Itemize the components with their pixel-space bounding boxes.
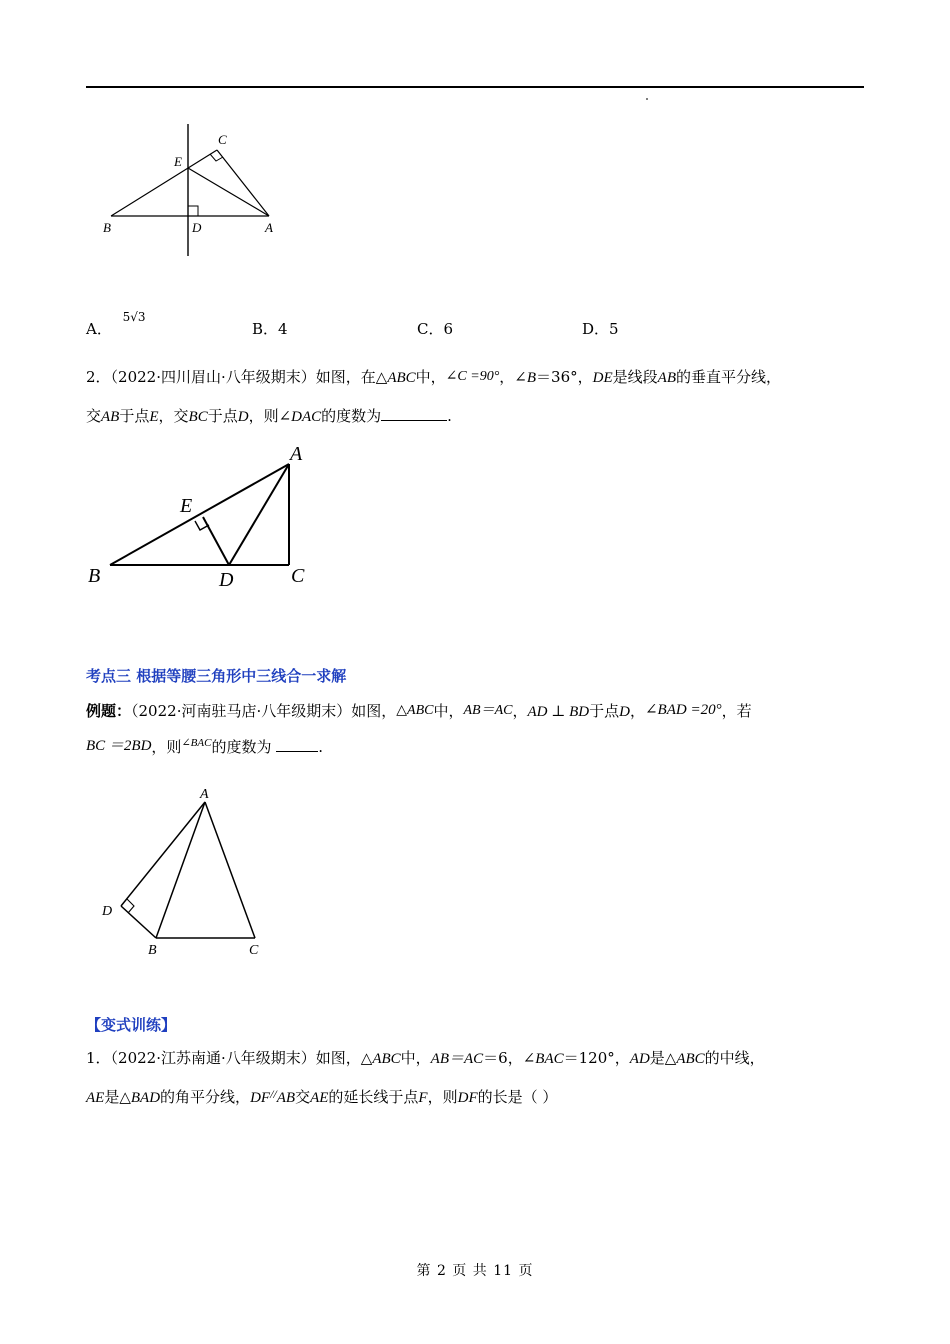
- option-a[interactable]: [86, 310, 146, 339]
- option-a-value: 5√3: [122, 310, 146, 324]
- q2-bc: BC: [188, 409, 208, 425]
- example-text: 中，: [433, 702, 464, 720]
- variant-text: 的延长线于点: [328, 1088, 419, 1106]
- variant-text: ＝6，∠: [483, 1049, 536, 1067]
- header-rule: [86, 86, 864, 88]
- label-e: E: [180, 495, 193, 517]
- segment-ed: [203, 517, 229, 565]
- example-ad-perp-bd: AD ⊥ BD: [527, 704, 590, 720]
- example-text: ，: [512, 702, 528, 720]
- variant-text: 的中线，: [704, 1049, 765, 1067]
- q2-dac: DAC: [291, 409, 322, 425]
- figure-3-diagram: [96, 782, 276, 962]
- variant-source: （2022·江苏南通·八年级期末）: [110, 1049, 316, 1067]
- option-c[interactable]: C．6: [417, 320, 454, 338]
- header-dot: [646, 98, 648, 100]
- figure-1-diagram: [95, 120, 295, 265]
- variant-ab-ac: AB＝AC: [430, 1051, 484, 1067]
- example-d: D: [619, 704, 630, 720]
- segment-ca: [217, 150, 269, 216]
- label-d: D: [102, 904, 113, 919]
- variant-text: 的角平分线，: [160, 1088, 251, 1106]
- example-triangle: △ABC: [396, 703, 434, 718]
- figure-2-diagram: [84, 440, 324, 595]
- example-label: 例题：: [86, 702, 132, 720]
- q2-text: ＝36°，: [536, 368, 593, 386]
- q2-angle-c: ∠C =90°: [445, 369, 500, 384]
- section-3-heading: 考点三 根据等腰三角形中三线合一求解: [86, 667, 347, 685]
- variant-heading: 【变式训练】: [86, 1016, 177, 1034]
- example-angle-bad: ∠BAD =20°: [644, 702, 722, 718]
- example-text: .: [318, 738, 324, 756]
- label-c: C: [249, 943, 259, 958]
- variant-line-2: [86, 1086, 557, 1107]
- q2-e: E: [149, 409, 159, 425]
- example-text: ，: [629, 702, 645, 720]
- example-text: 如图，: [351, 702, 397, 720]
- q2-number: 2．: [86, 368, 111, 386]
- q2-text: 于点: [207, 407, 238, 425]
- q2-text: 如图，在△: [315, 368, 388, 386]
- variant-bac: BAC: [535, 1051, 564, 1067]
- variant-text: ，则: [427, 1088, 458, 1106]
- q2-ab: AB: [657, 370, 676, 386]
- right-angle-mark-d: [127, 899, 134, 913]
- variant-text: 中，: [400, 1049, 431, 1067]
- variant-line-1: [86, 1047, 765, 1068]
- q2-text: ，交: [158, 407, 189, 425]
- example-source: （2022·河南驻马店·八年级期末）: [131, 702, 352, 720]
- right-angle-mark-d: [188, 206, 198, 216]
- question-2-line-2: [86, 405, 452, 426]
- label-b: B: [88, 565, 101, 587]
- question-2-line-1: [86, 366, 781, 387]
- segment-ea: [188, 168, 269, 216]
- page-footer: 第 2 页 共 11 页: [416, 1263, 534, 1279]
- label-e: E: [174, 154, 182, 169]
- variant-abc: ABC: [676, 1051, 705, 1067]
- q2-text: 交: [86, 407, 102, 425]
- q2-ab: AB: [101, 409, 120, 425]
- q2-de: DE: [592, 370, 613, 386]
- variant-parallel: //: [270, 1087, 277, 1101]
- example-text: ，则: [151, 738, 182, 756]
- variant-text: ＝120°，: [563, 1049, 630, 1067]
- q2-text: ，则∠: [248, 407, 292, 425]
- q2-d: D: [237, 409, 249, 425]
- variant-ae: AE: [310, 1090, 329, 1106]
- q2-text: 的度数为: [321, 407, 382, 425]
- q2-text: .: [447, 407, 452, 425]
- label-c: C: [218, 132, 227, 147]
- variant-bad: BAD: [130, 1090, 161, 1106]
- example-answer-blank[interactable]: [276, 737, 318, 752]
- q2-text: 于点: [119, 407, 150, 425]
- variant-ae: AE: [86, 1090, 105, 1106]
- segment-ba: [110, 464, 289, 565]
- example-line-1: [86, 700, 752, 721]
- example-text: ，若: [721, 702, 752, 720]
- example-text: 的度数为: [211, 738, 272, 756]
- segment-ac: [205, 802, 255, 938]
- label-b: B: [103, 220, 111, 235]
- label-c: C: [291, 565, 305, 587]
- variant-text: 的长是（ ）: [477, 1088, 558, 1106]
- q2-text: 的垂直平分线，: [675, 368, 781, 386]
- q2-b: B: [526, 370, 537, 386]
- example-text: 于点: [589, 702, 620, 720]
- variant-f: F: [418, 1090, 428, 1106]
- variant-text: 如图，△: [315, 1049, 373, 1067]
- option-a-letter: A．: [86, 320, 112, 338]
- variant-ad: AD: [629, 1051, 650, 1067]
- q2-text: ，∠: [499, 368, 527, 386]
- example-ab-ac: AB＝AC: [463, 703, 513, 718]
- option-b[interactable]: B．4: [252, 320, 288, 338]
- variant-number: 1．: [86, 1049, 111, 1067]
- q2-text: 是线段: [612, 368, 658, 386]
- option-d[interactable]: D．5: [582, 320, 619, 338]
- q2-abc: ABC: [387, 370, 416, 386]
- example-line-2: [86, 736, 323, 757]
- variant-ab: AB: [276, 1090, 296, 1106]
- variant-text: 交: [295, 1088, 311, 1106]
- label-a: A: [265, 220, 273, 235]
- variant-abc: ABC: [372, 1051, 401, 1067]
- variant-df: DF: [457, 1090, 478, 1106]
- segment-da: [229, 464, 289, 565]
- label-a: A: [200, 787, 209, 802]
- segment-ad: [121, 802, 205, 906]
- variant-df: DF: [250, 1090, 271, 1106]
- q2-answer-blank[interactable]: [381, 406, 447, 421]
- label-d: D: [192, 220, 202, 235]
- example-bc-2bd: BC ＝2BD: [86, 738, 152, 754]
- label-d: D: [219, 569, 234, 591]
- q2-text: 中，: [415, 368, 446, 386]
- segment-ab: [156, 802, 205, 938]
- segment-bc: [111, 150, 217, 216]
- q2-source: （2022·四川眉山·八年级期末）: [110, 368, 316, 386]
- label-b: B: [148, 943, 157, 958]
- label-a: A: [290, 443, 303, 465]
- variant-text: 是△: [104, 1088, 131, 1106]
- example-angle-bac: ∠BAC: [181, 737, 212, 749]
- segment-db: [121, 906, 156, 938]
- variant-text: 是△: [649, 1049, 677, 1067]
